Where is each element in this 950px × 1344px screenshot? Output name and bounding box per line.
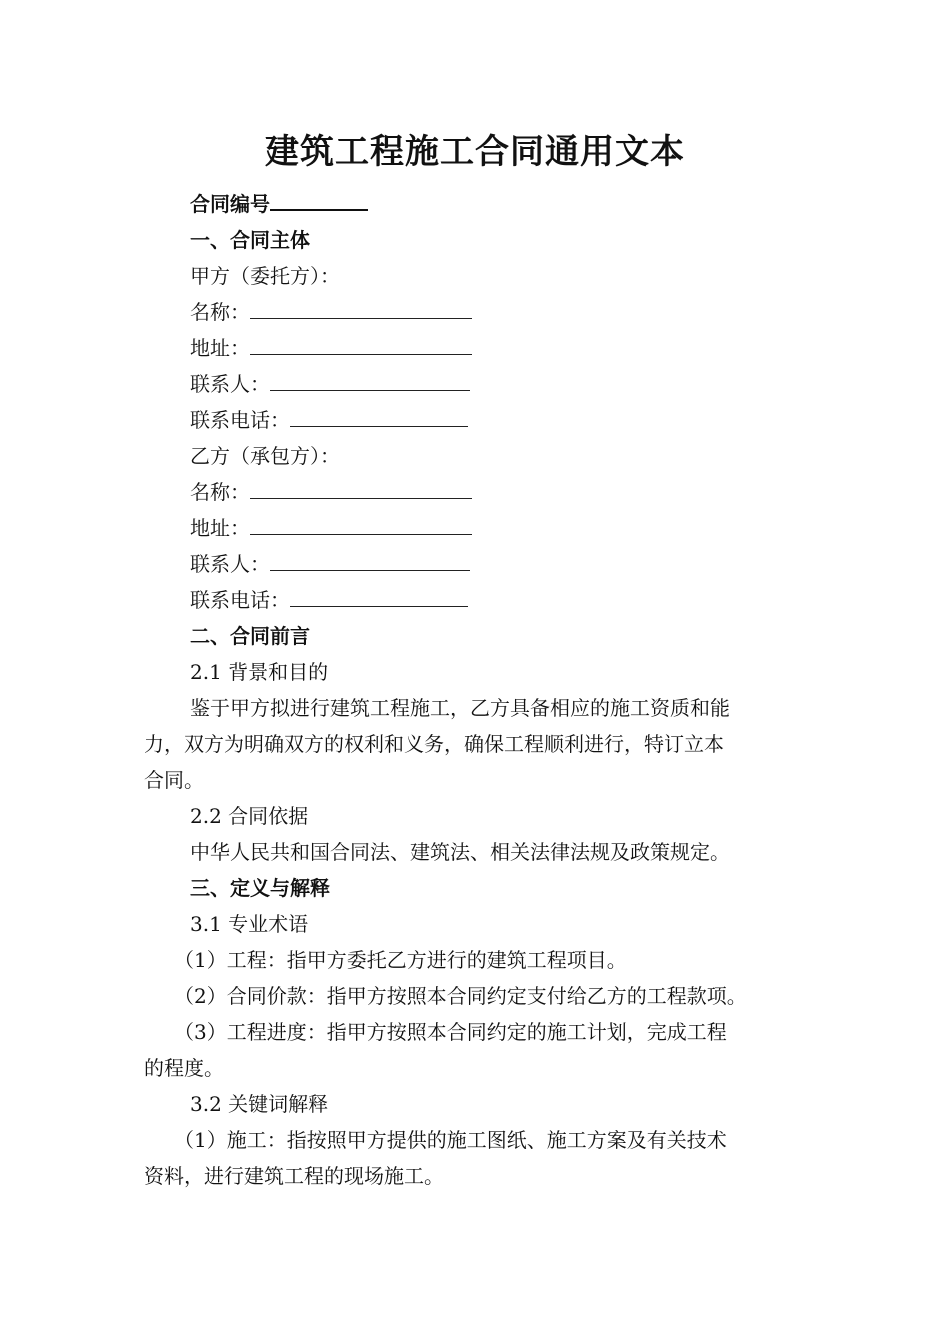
party-b-contact-field (270, 550, 470, 571)
party-a-address-line (144, 330, 814, 366)
contract-number-field (270, 187, 368, 211)
party-b-name-label: 名称： (190, 480, 250, 504)
party-b-name-field (250, 478, 472, 499)
party-a-phone-line (144, 402, 814, 438)
document-body (144, 186, 814, 1194)
subsection-2-1-heading: 2.1 背景和目的 (190, 660, 329, 684)
party-a-label: 甲方（委托方）： (190, 264, 340, 288)
section-3-heading: 三、定义与解释 (190, 876, 330, 900)
party-a-phone-field (290, 406, 468, 427)
term-item: （3）工程进度：指甲方按照本合同约定的施工计划，完成工程 (174, 1020, 727, 1044)
section-2-heading: 二、合同前言 (190, 624, 310, 648)
term-item: （1）工程：指甲方委托乙方进行的建筑工程项目。 (174, 948, 627, 972)
paragraph-line: 鉴于甲方拟进行建筑工程施工，乙方具备相应的施工资质和能 (190, 696, 730, 720)
party-a-address-field (250, 334, 472, 355)
party-a-contact-field (270, 370, 470, 391)
paragraph-line: 中华人民共和国合同法、建筑法、相关法律法规及政策规定。 (190, 840, 730, 864)
subsection-2-2-heading: 2.2 合同依据 (190, 804, 309, 828)
contract-number-label: 合同编号 (190, 192, 270, 216)
party-a-phone-label: 联系电话： (190, 408, 290, 432)
contract-number-line (144, 186, 814, 222)
party-b-contact-label: 联系人： (190, 552, 270, 576)
party-b-label: 乙方（承包方）： (190, 444, 340, 468)
party-b-phone-label: 联系电话： (190, 588, 290, 612)
party-a-contact-line (144, 366, 814, 402)
term-item: （2）合同价款：指甲方按照本合同约定支付给乙方的工程款项。 (174, 984, 747, 1008)
party-a-contact-label: 联系人： (190, 372, 270, 396)
party-a-name-label: 名称： (190, 300, 250, 324)
party-a-name-field (250, 298, 472, 319)
party-b-address-field (250, 514, 472, 535)
party-b-phone-field (290, 586, 468, 607)
section-1-heading: 一、合同主体 (190, 228, 310, 252)
paragraph-line: 合同。 (144, 768, 204, 792)
subsection-3-2-heading: 3.2 关键词解释 (190, 1092, 329, 1116)
paragraph-line: 力，双方为明确双方的权利和义务，确保工程顺利进行，特订立本 (144, 732, 724, 756)
term-item-continuation: 的程度。 (144, 1056, 224, 1080)
party-b-name-line (144, 474, 814, 510)
party-b-address-line (144, 510, 814, 546)
party-b-phone-line (144, 582, 814, 618)
subsection-3-1-heading: 3.1 专业术语 (190, 912, 309, 936)
party-b-address-label: 地址： (190, 516, 250, 540)
keyword-item-continuation: 资料，进行建筑工程的现场施工。 (144, 1164, 444, 1188)
keyword-item: （1）施工：指按照甲方提供的施工图纸、施工方案及有关技术 (174, 1128, 727, 1152)
party-b-contact-line (144, 546, 814, 582)
document-title: 建筑工程施工合同通用文本 (265, 132, 685, 172)
party-a-address-label: 地址： (190, 336, 250, 360)
party-a-name-line (144, 294, 814, 330)
